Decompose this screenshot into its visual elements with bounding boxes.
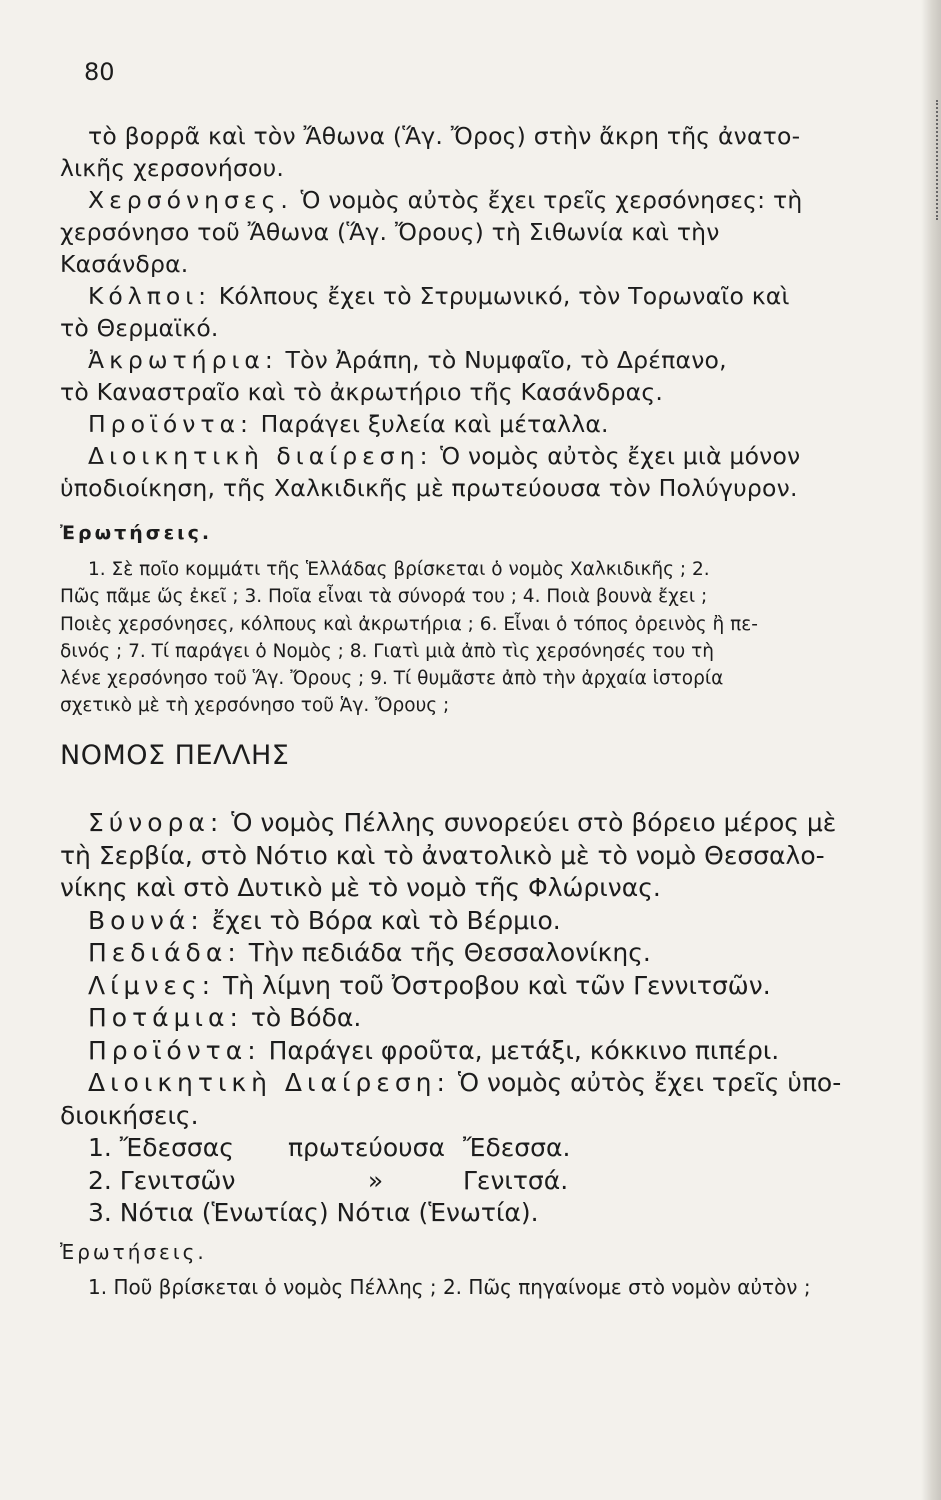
text-line: Τὴν πεδιάδα τῆς Θεσσαλονίκης. — [240, 938, 651, 967]
questions-section-1 — [60, 522, 890, 720]
synora-paragraph — [60, 807, 890, 840]
text-line: Τὸν Ἀράπη, τὸ Νυμφαῖο, τὸ Δρέπανο, — [277, 346, 727, 374]
dioikitiki-pellis-paragraph — [60, 1067, 890, 1100]
text-line: Κασάνδρα. — [60, 250, 189, 278]
subdivision-type: Νότια (Ἑνωτία). — [336, 1198, 539, 1227]
page-edge-marks — [936, 100, 940, 220]
subdivision-row — [60, 1132, 890, 1165]
proionta-pellis-label: Προϊόντα: — [88, 1035, 261, 1065]
text-line: Ὁ νομὸς αὐτὸς ἔχει τρεῖς χερσόνησες: τὴ — [292, 186, 803, 214]
proionta-label: Προϊόντα: — [88, 410, 253, 438]
potamia-label: Ποτάμια: — [88, 1003, 243, 1032]
page-edge-shadow — [921, 0, 941, 1500]
kolpoi-label: Κόλποι: — [88, 282, 212, 310]
question-line: 1. Ποῦ βρίσκεται ὁ νομὸς Πέλλης ; 2. Πῶς πηγαίνομε στὸ νομὸν αὐτὸν ; — [88, 1275, 811, 1299]
chalkidiki-section — [60, 120, 890, 504]
subdivision-row — [60, 1197, 890, 1230]
dioikitiki-pellis-label: Διοικητικὴ Διαίρεση: — [88, 1068, 450, 1097]
pediada-paragraph — [60, 937, 890, 970]
text-line: χερσόνησο τοῦ Ἄθωνα (Ἅγ. Ὄρους) τὴ Σιθωνία καὶ τὴν — [60, 218, 720, 246]
question-line: λένε χερσόνησο τοῦ Ἅγ. Ὄρους ; 9. Τί θυμᾶστε ἀπὸ τὴν ἀρχαία ἱστορία — [60, 668, 724, 690]
question-line: 1. Σὲ ποῖο κομμάτι τῆς Ἑλλάδας βρίσκεται ὁ νομὸς Χαλκιδικῆς ; 2. — [88, 559, 710, 580]
subdivision-type: » — [367, 1165, 384, 1195]
text-line: λικῆς χερσονήσου. — [60, 154, 285, 182]
proionta-paragraph — [60, 408, 890, 440]
text-line: τὸ βορρᾶ καὶ τὸν Ἄθωνα (Ἅγ. Ὄρος) στὴν ἄκρη τῆς ἀνατο- — [88, 122, 801, 150]
pediada-label: Πεδιάδα: — [88, 938, 241, 967]
subdivision-name: 1. Ἔδεσσας — [88, 1133, 234, 1162]
text-line: Παράγει ξυλεία καὶ μέταλλα. — [252, 410, 609, 438]
subdivision-row — [60, 1165, 890, 1198]
dioikitiki-label: Διοικητικὴ διαίρεση: — [88, 442, 433, 470]
text-line: Παράγει φροῦτα, μετάξι, κόκκινο πιπέρι. — [260, 1035, 780, 1065]
section-title: ΝΟΜΟΣ ΠΕΛΛΗΣ — [60, 740, 290, 771]
vouna-paragraph — [60, 905, 890, 938]
text-line: ὑποδιοίκηση, τῆς Χαλκιδικῆς μὲ πρωτεύουσα τὸν Πολύγυρον. — [60, 474, 798, 502]
vouna-label: Βουνά: — [88, 905, 204, 935]
text-line: τὸ Βόδα. — [242, 1003, 362, 1032]
text-line: Κόλπους ἔχει τὸ Στρυμωνικό, τὸν Τορωναῖο καὶ — [211, 282, 790, 310]
question-line: Πῶς πᾶμε ὥς ἐκεῖ ; 3. Ποῖα εἶναι τὰ σύνορά του ; 4. Ποιὰ βουνὰ ἔχει ; — [60, 586, 708, 608]
pellis-section — [60, 807, 890, 1230]
text-line: ἔχει τὸ Βόρα καὶ τὸ Βέρμιο. — [203, 905, 561, 935]
subdivision-type: πρωτεύουσα — [288, 1133, 445, 1162]
akrotiria-paragraph — [60, 344, 890, 376]
kolpoi-paragraph — [60, 280, 890, 312]
subdivision-name: 3. Νότια (Ἑνωτίας) — [88, 1198, 329, 1227]
limnes-label: Λίμνες: — [88, 970, 216, 1000]
page-number: 80 — [84, 58, 115, 86]
questions-heading: Ἐρωτήσεις. — [60, 522, 213, 544]
text-line: τὸ Καναστραῖο καὶ τὸ ἀκρωτήριο τῆς Κασάνδρας. — [60, 378, 663, 406]
chersoniseis-paragraph — [60, 184, 890, 216]
potamia-paragraph — [60, 1002, 890, 1035]
chersoniseis-label: Χερσόνησες. — [88, 186, 293, 214]
question-line: δινός ; 7. Τί παράγει ὁ Νομὸς ; 8. Γιατὶ μιὰ ἀπὸ τὶς χερσόνησές του τὴ — [60, 640, 714, 662]
dioikitiki-paragraph — [60, 440, 890, 472]
subdivision-capital: Γενιτσά. — [463, 1165, 569, 1195]
text-line: διοικήσεις. — [60, 1100, 199, 1130]
text-line: Τὴ λίμνη τοῦ Ὀστροβου καὶ τῶν Γεννιτσῶν. — [215, 970, 771, 1000]
subdivision-name: 2. Γενιτσῶν — [88, 1165, 236, 1195]
akrotiria-label: Ἀκρωτήρια: — [88, 346, 278, 374]
proionta-pellis-paragraph — [60, 1035, 890, 1068]
question-line: σχετικὸ μὲ τὴ χερσόνησο τοῦ Ἁγ. Ὄρους ; — [60, 695, 450, 717]
subdivision-capital: Ἔδεσσα. — [463, 1133, 571, 1162]
limnes-paragraph — [60, 970, 890, 1003]
questions-section-2 — [60, 1240, 890, 1301]
text-line: τὴ Σερβία, στὸ Νότιο καὶ τὸ ἀνατολικὸ μὲ τὸ νομὸ Θεσσαλο- — [60, 840, 825, 870]
text-line: νίκης καὶ στὸ Δυτικὸ μὲ τὸ νομὸ τῆς Φλώρινας. — [60, 873, 661, 902]
text-line: τὸ Θερμαϊκό. — [60, 314, 219, 342]
text-line: Ὁ νομὸς αὐτὸς ἔχει μιὰ μόνον — [432, 442, 801, 470]
text-line: Ὁ νομὸς Πέλλης συνορεύει στὸ βόρειο μέρος μὲ — [223, 808, 837, 837]
questions-list — [60, 556, 890, 720]
question-line: Ποιὲς χερσόνησες, κόλπους καὶ ἀκρωτήρια ; 6. Εἶναι ὁ τόπος ὀρεινὸς ἢ πε- — [60, 613, 758, 635]
synora-label: Σύνορα: — [88, 808, 224, 837]
text-line: Ὁ νομὸς αὐτὸς ἔχει τρεῖς ὑπο- — [449, 1068, 842, 1097]
questions-heading: Ἐρωτήσεις. — [60, 1240, 207, 1264]
